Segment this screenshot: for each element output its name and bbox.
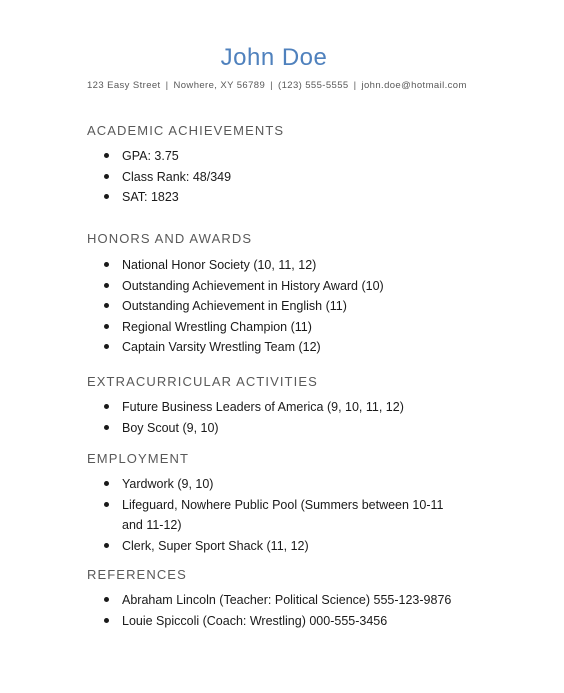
bullet-icon: [104, 324, 109, 329]
list-item-text: Boy Scout (9, 10): [122, 420, 219, 435]
section-heading: EXTRACURRICULAR ACTIVITIES: [87, 374, 318, 389]
list-item: [87, 611, 487, 632]
list-item: [87, 255, 487, 276]
bullet-icon: [104, 481, 109, 486]
list-item-text: National Honor Society (10, 11, 12): [122, 258, 317, 272]
list-item: [87, 317, 487, 338]
contact-city: Nowhere, XY 56789: [173, 80, 266, 91]
contact-separator: |: [270, 80, 274, 91]
bullet-icon: [104, 543, 109, 548]
list-item-text: Outstanding Achievement in English (11): [122, 299, 347, 313]
bullet-icon: [104, 283, 109, 288]
list-item-text: Abraham Lincoln (Teacher: Political Science) 555-123-9876: [122, 593, 452, 607]
list-item-text: Regional Wrestling Champion (11): [122, 319, 312, 334]
list-item-text: Class Rank: 48/349: [122, 169, 232, 184]
section-academic-achievements: [87, 123, 487, 208]
list-item: [87, 167, 487, 188]
section-heading: HONORS AND AWARDS: [87, 231, 253, 246]
bullet-icon: [104, 194, 109, 199]
section-list: [87, 146, 487, 208]
list-item: [87, 187, 487, 208]
bullet-icon: [104, 618, 109, 623]
contact-line: [87, 80, 467, 91]
bullet-icon: [104, 303, 109, 308]
list-item-text: SAT: 1823: [122, 190, 179, 204]
section-heading: ACADEMIC ACHIEVEMENTS: [87, 123, 285, 138]
contact-email: john.doe@hotmail.com: [361, 80, 467, 91]
contact-separator: |: [353, 80, 357, 91]
list-item: [87, 276, 487, 297]
bullet-icon: [104, 262, 109, 267]
resume-name: John Doe: [220, 44, 328, 71]
section-heading: REFERENCES: [87, 567, 187, 582]
list-item-text: Clerk, Super Sport Shack (11, 12): [122, 538, 309, 553]
list-item: [87, 536, 487, 557]
bullet-icon: [104, 174, 109, 179]
bullet-icon: [104, 344, 109, 349]
bullet-icon: [104, 425, 109, 430]
section-references: [87, 567, 487, 631]
list-item: [87, 397, 487, 418]
list-item: [87, 590, 487, 611]
bullet-icon: [104, 404, 109, 409]
section-list: [87, 474, 487, 556]
contact-phone: (123) 555-5555: [278, 80, 349, 91]
list-item: [87, 474, 487, 495]
list-item-text: Louie Spiccoli (Coach: Wrestling) 000-555-3456: [122, 613, 388, 628]
list-item: [87, 495, 462, 536]
section-extracurricular-activities: [87, 374, 487, 438]
section-list: [87, 255, 487, 358]
list-item-text: Yardwork (9, 10): [122, 477, 214, 491]
section-honors-and-awards: [87, 231, 487, 358]
list-item: [87, 146, 487, 167]
list-item: [87, 418, 487, 439]
list-item-text: GPA: 3.75: [122, 149, 179, 163]
section-employment: [87, 451, 487, 556]
list-item-text: Captain Varsity Wrestling Team (12): [122, 340, 321, 354]
bullet-icon: [104, 597, 109, 602]
list-item-text: Future Business Leaders of America (9, 10, 11, 12): [122, 400, 404, 414]
contact-separator: |: [165, 80, 169, 91]
contact-address: 123 Easy Street: [87, 80, 161, 91]
list-item-text: Outstanding Achievement in History Award (10): [122, 278, 384, 293]
bullet-icon: [104, 502, 109, 507]
list-item-text: Lifeguard, Nowhere Public Pool (Summers between 10-11 and 11-12): [122, 497, 444, 532]
list-item: [87, 296, 487, 317]
list-item: [87, 337, 487, 358]
section-list: [87, 397, 487, 438]
section-list: [87, 590, 487, 631]
bullet-icon: [104, 153, 109, 158]
section-heading: EMPLOYMENT: [87, 451, 190, 466]
